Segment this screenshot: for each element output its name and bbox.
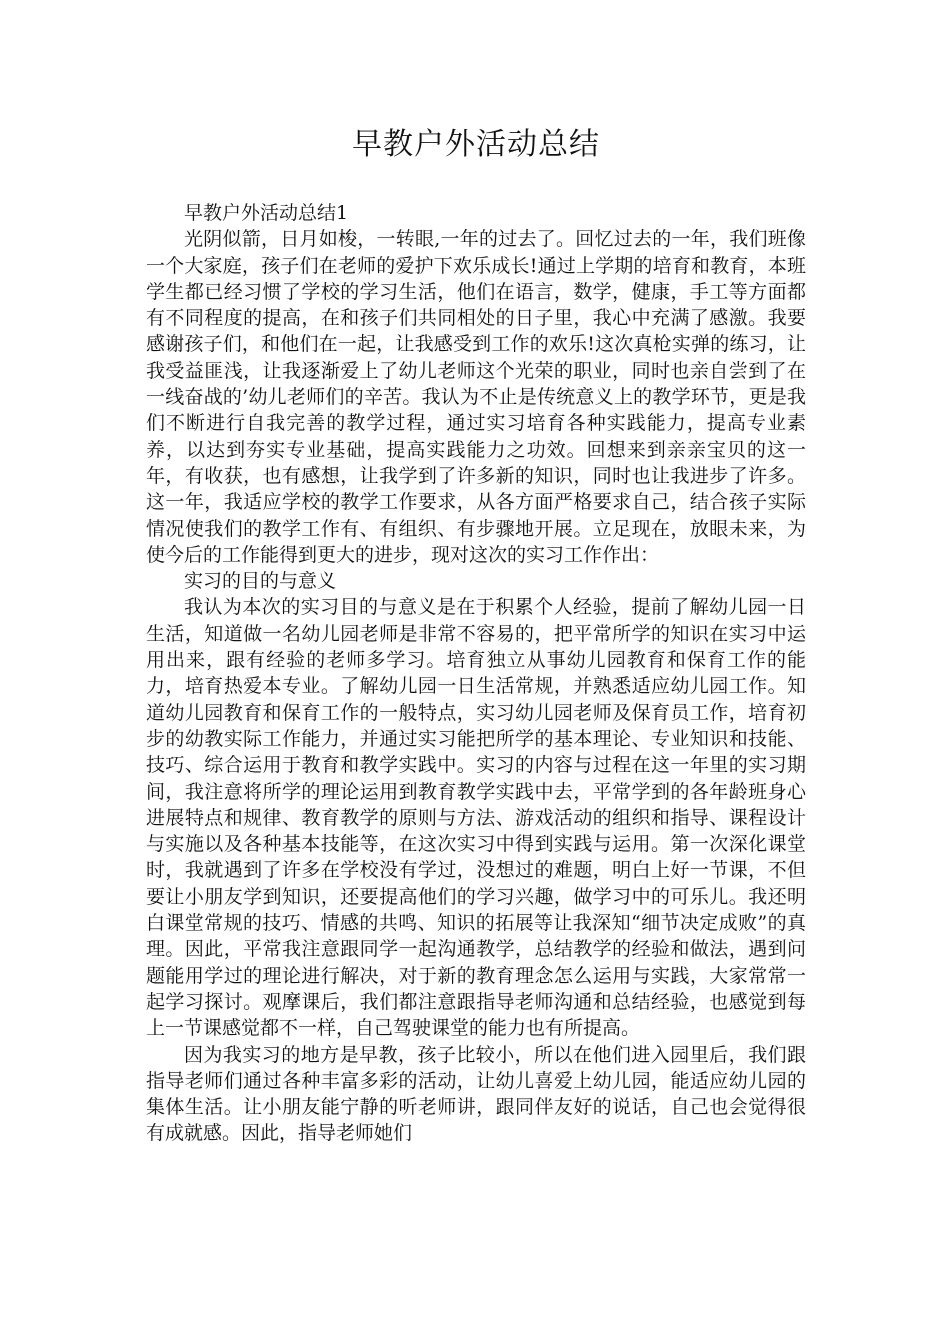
section-heading-purpose: 实习的目的与意义 [184,570,337,593]
document-subtitle: 早教户外活动总结1 [184,202,349,224]
body-paragraph-purpose: 我认为本次的实习目的与意义是在于积累个人经验，提前了解幼儿园一日生活，知道做一名幼儿园老师是非常不容易的，把平常所学的知识在实习中运用出来，跟有经验的老师多学习。培育独立从事幼儿园教育和保育工作的能力，培育热爱本专业。了解幼儿园一日生活常规，并熟悉适应幼儿园工作。知道幼儿园教育和保育工作的一般特点，实习幼儿园老师及保育员工作，培育初步的幼教实际工作能力，并通过实习能把所学的基本理论、专业知识和技能、技巧、综合运用于教育和教学实践中。实习的内容与过程在这一年里的实习期间，我注意将所学的理论运用到教育教学实践中去，平常学到的各年龄班身心进展特点和规律、教育教学的原则与方法、游戏活动的组织和指导、课程设计与实施以及各种基本技能等，在这次实习中得到实践与运用。第一次深化课堂时，我就遇到了许多在学校没有学过，没想过的难题，明白上好一节课，不但要让小朋友学到知识，还要提高他们的学习兴趣，做学习中的可乐儿。我还明白课堂常规的技巧、情感的共鸣、知识的拓展等让我深知“细节决定成败”的真理。因此，平常我注意跟同学一起沟通教学，总结教学的经验和做法，遇到问题能用学过的理论进行解决，对于新的教育理念怎么运用与实践，大家常常一起学习探讨。观摩课后，我们都注意跟指导老师沟通和总结经验，也感觉到每上一节课感觉都不一样，自己驾驶课堂的能力也有所提高。 [146,596,806,1040]
document-title: 早教户外活动总结 [352,127,600,162]
body-paragraph-early-education: 因为我实习的地方是早教，孩子比较小，所以在他们进入园里后，我们跟指导老师们通过各种丰富多彩的活动，让幼儿喜爱上幼儿园，能适应幼儿园的集体生活。让小朋友能宁静的听老师讲，跟同伴友好的说话，自己也会觉得很有成就感。因此，指导老师她们 [146,1043,806,1145]
body-paragraph-intro: 光阴似箭，日月如梭，一转眼,一年的过去了。回忆过去的一年，我们班像一个大家庭，孩子们在老师的爱护下欢乐成长!通过上学期的培育和教育，本班学生都已经习惯了学校的学习生活，他们在语言，数学，健康，手工等方面都有不同程度的提高，在和孩子们共同相处的日子里，我心中充满了感激。我要感谢孩子们，和他们在一起，让我感受到工作的欢乐!这次真枪实弹的练习，让我受益匪浅，让我逐渐爱上了幼儿老师这个光荣的职业，同时也亲自尝到了在一线奋战的’幼儿老师们的辛苦。我认为不止是传统意义上的教学环节，更是我们不断进行自我完善的教学过程，通过实习培育各种实践能力，提高专业素养，以达到夯实专业基础，提高实践能力之功效。回想来到亲亲宝贝的这一年，有收获，也有感想，让我学到了许多新的知识，同时也让我进步了许多。这一年，我适应学校的教学工作要求，从各方面严格要求自己，结合孩子实际情况使我们的教学工作有、有组织、有步骤地开展。立足现在，放眼未来，为使今后的工作能得到更大的进步，现对这次的实习工作作出： [146,228,806,566]
document-page [146,120,806,1147]
